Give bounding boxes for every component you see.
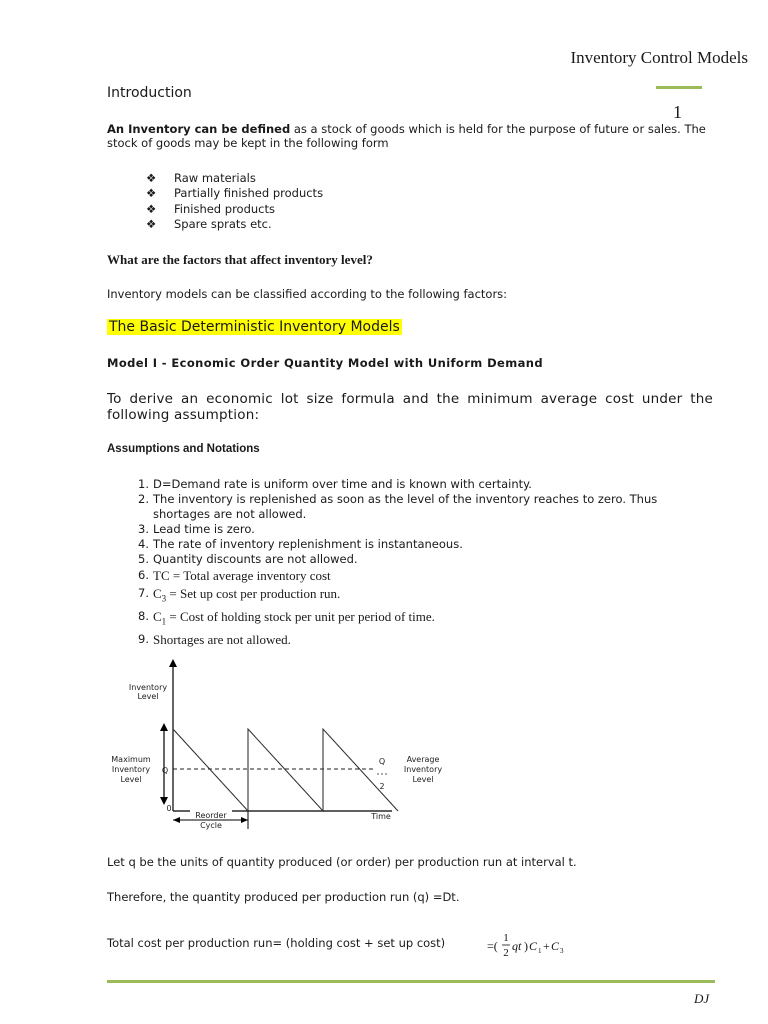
list-item: 7. $C_3$ = Set up cost per production run. [138, 585, 341, 604]
production-quantity-text: Let q be the units of quantity produced (or order) per production run at interval t. [107, 855, 577, 869]
average-level-label-line: Average [406, 755, 440, 764]
definition-term: An Inventory can be defined [107, 122, 291, 136]
running-header-title: Inventory Control Models [570, 48, 748, 67]
arrow-left-icon [173, 817, 180, 823]
svg-text:C: C [529, 939, 538, 953]
svg-text:=(: =( [487, 939, 498, 953]
list-item: ❖ Spare sprats etc. [146, 216, 272, 231]
reorder-cycle-label-line: Cycle [200, 821, 222, 830]
average-q-label: Q [378, 757, 386, 766]
highlighted-section-heading: The Basic Deterministic Inventory Models [109, 319, 400, 335]
max-level-label-line: Inventory [111, 765, 151, 774]
list-item: 9. Shortages are not allowed. [138, 631, 291, 647]
y-axis-label-line: Inventory [128, 683, 168, 692]
assumptions-heading: Assumptions and Notations [107, 443, 260, 455]
average-level-label-line: Level [412, 775, 434, 784]
page-number: 1 [673, 102, 682, 122]
factors-question: What are the factors that affect inventory level? [107, 252, 373, 267]
diamond-bullet-icon: ❖ [146, 171, 157, 185]
inventory-forms-list [146, 171, 323, 232]
list-item: 6. TC = Total average inventory cost [138, 568, 331, 583]
footer-accent-rule [107, 980, 715, 983]
list-item: 5. Quantity discounts are not allowed. [138, 552, 358, 566]
list-item: 8. $C_1$ = Cost of holding stock per unit per period of time. [138, 608, 435, 627]
average-denominator-label: 2 [379, 782, 385, 791]
reorder-cycle-label-line: Reorder [195, 811, 227, 820]
inventory-definition [107, 122, 713, 150]
list-item: 3. Lead time is zero. [138, 522, 255, 536]
svg-text:qt: qt [512, 939, 522, 953]
svg-text:2: 2 [503, 947, 509, 959]
list-item: ❖ Finished products [146, 201, 275, 216]
arrow-right-icon [241, 817, 248, 823]
definition-text: as a stock of goods which is held for the purpose of future or sales. The stock of goods may be kept in the following form [107, 122, 706, 150]
total-cost-formula [487, 926, 587, 966]
total-cost-text: Total cost per production run= (holding cost + set up cost) [107, 936, 446, 950]
diamond-bullet-icon: ❖ [146, 201, 157, 216]
section-heading-introduction: Introduction [107, 85, 192, 101]
model-title: Model I - Economic Order Quantity Model with Uniform Demand [107, 356, 543, 370]
inventory-level-diagram [100, 655, 460, 835]
average-level-label-line: Inventory [403, 765, 443, 774]
q-axis-label: Q [161, 766, 169, 775]
arrow-up-icon [160, 723, 168, 731]
list-item: ❖ Raw materials [146, 171, 256, 185]
max-level-label-line: Level [120, 775, 142, 784]
diamond-bullet-icon: ❖ [146, 186, 157, 201]
header-accent-rule [656, 86, 702, 89]
y-axis-arrow-icon [169, 659, 177, 667]
time-axis-label: Time [371, 812, 391, 821]
list-item: 4. The rate of inventory replenishment is instantaneous. [138, 537, 463, 551]
classification-text: Inventory models can be classified according to the following factors: [107, 287, 508, 301]
svg-text:): ) [524, 939, 528, 953]
list-item: 2. The inventory is replenished as soon as the level of the inventory reaches to zero. Thus shortages are not allowed. [138, 492, 658, 521]
list-item: ❖ Partially finished products [146, 186, 324, 201]
svg-text:+: + [543, 939, 550, 953]
y-axis-label-line: Level [137, 692, 159, 701]
list-item: 1. D=Demand rate is uniform over time and is known with certainty. [138, 477, 532, 491]
svg-text:3: 3 [560, 947, 564, 955]
assumptions-list [107, 477, 717, 648]
footer-initials: DJ [694, 991, 710, 1006]
quantity-formula-text: Therefore, the quantity produced per production run (q) =Dt. [107, 890, 460, 904]
origin-label: 0 [166, 804, 172, 813]
max-level-label-line: Maximum [111, 755, 151, 764]
diamond-bullet-icon: ❖ [146, 216, 157, 231]
svg-text:1: 1 [538, 947, 542, 955]
svg-text:1: 1 [503, 932, 509, 944]
derivation-paragraph: To derive an economic lot size formula and the minimum average cost under the following assumption: [107, 391, 713, 423]
svg-text:C: C [551, 939, 560, 953]
